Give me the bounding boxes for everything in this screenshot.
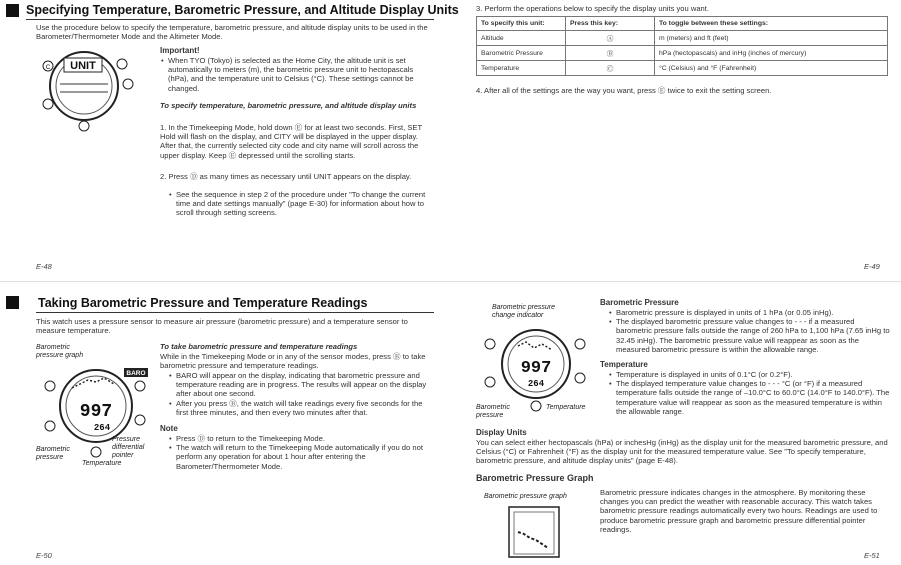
caption-baro-pressure: Barometric pressure [476, 404, 510, 419]
units-text: You can select either hectopascals (hPa) or inchesHg (inHg) as the display unit for the measured barometric pressure, and Celsius (°C) or Fahrenheit (°F) as the display unit for the measured temperature value. See "To specify temperature, barometric pressure, and altitude display units" (page E-48). [476, 438, 888, 466]
temp-bullets [608, 370, 890, 416]
caption-pressure-pointer: Pressure differential pointer [112, 436, 145, 459]
procedure-bullets [168, 371, 432, 417]
temp-heading: Temperature [600, 360, 648, 369]
step-1: 1. In the Timekeeping Mode, hold down Ⓔ for at least two seconds. First, SET Hold will flash on the display, and CITY will be displayed in the upper display. After that, the currently selected city code and city name will scroll across the upper display. Keep Ⓔ depressed until the scrolling starts. [160, 123, 422, 160]
caption-temperature: Temperature [546, 404, 586, 411]
caption-change-indicator: Barometric pressure change indicator [492, 304, 556, 319]
table-row [477, 46, 888, 61]
caption-baro-pressure: Barometric pressure [36, 446, 70, 461]
note-heading: Note [160, 424, 178, 433]
step-2: 2. Press Ⓓ as many times as necessary until UNIT appears on the display. [160, 172, 412, 181]
table-cell: °C (Celsius) and °F (Fahrenheit) [655, 61, 888, 76]
watch-unit-text: UNIT [70, 60, 96, 72]
step-3: 3. Perform the operations below to specify the display units you want. [476, 4, 709, 13]
procedure-heading: To specify temperature, barometric pressure, and altitude display units [160, 101, 417, 110]
baro-bullets [608, 308, 890, 354]
watch-temp-value: 264 [527, 379, 545, 389]
table-cell: Altitude [477, 31, 566, 46]
procedure-text: While in the Timekeeping Mode or in any of the sensor modes, press Ⓑ to take barometric pressure and temperature readings. [160, 352, 426, 371]
units-table [476, 16, 888, 76]
intro-text: This watch uses a pressure sensor to measure air pressure (barometric pressure) and a temperature sensor to measure temperature. [36, 317, 408, 336]
title-rule [26, 19, 434, 20]
table-row [477, 61, 888, 76]
caption-baro-graph: Barometric pressure graph [36, 344, 84, 359]
watch-unit-illustration [38, 44, 148, 132]
procedure-heading: To take barometric pressure and temperature readings [160, 342, 358, 351]
note-bullet: • Press Ⓓ to return to the Timekeeping Mode. [176, 434, 432, 443]
table-cell: Ⓒ [566, 61, 655, 76]
intro-text: Use the procedure below to specify the temperature, barometric pressure, and altitude display units to be used in the Barometer/Thermometer Mode and the Altimeter Mode. [36, 23, 428, 42]
page-number-e49: E-49 [864, 262, 880, 271]
watch-temp-value: 264 [93, 423, 111, 433]
note-bullets [168, 434, 432, 471]
watch-baro-label: BARO [126, 370, 146, 377]
table-cell: Ⓑ [566, 46, 655, 61]
important-heading: Important! [160, 46, 200, 55]
section-marker [6, 4, 19, 17]
section-title: Specifying Temperature, Barometric Pressure, and Altitude Display Units [26, 3, 459, 17]
units-heading: Display Units [476, 428, 527, 437]
temp-bullet: • Temperature is displayed in units of 0.1°C (or 0.2°F). [616, 370, 890, 379]
note-bullet: • The watch will return to the Timekeeping Mode automatically if you do not perform any operation for about 1 hour after entering the Barometer/Thermometer Mode. [176, 443, 432, 471]
procedure-bullet: • After you press Ⓑ, the watch will take readings every five seconds for the first three minutes, and then every two minutes after that. [176, 399, 432, 417]
watch-pressure-value: 997 [520, 359, 552, 378]
table-header-row [477, 17, 888, 31]
watch-indicator-illustration [476, 320, 596, 412]
baro-bullet: • The displayed barometric pressure value changes to - - - if a measured barometric pressure falls outside the range of 260 hPa to 1,100 hPa (7.65 inHg to 32.45 inHg). The barometric pressure value will reappear as soon as the measured barometric pressure is within the allowable range. [616, 317, 890, 354]
temp-bullet: • The displayed temperature value changes to - - - °C (or °F) if a measured temperature falls outside the range of –10.0°C to 60.0°C (14.0°F to 140.0°F). The temperature value will reappear as soon as the measured temperature is within the allowable range. [616, 379, 890, 416]
table-cell: Barometric Pressure [477, 46, 566, 61]
important-text [160, 56, 432, 93]
section-title: Taking Barometric Pressure and Temperature Readings [38, 296, 368, 310]
baro-heading: Barometric Pressure [600, 298, 679, 307]
page-number-e50: E-50 [36, 551, 52, 560]
pressure-graph-illustration [508, 506, 560, 558]
graph-heading: Barometric Pressure Graph [476, 473, 594, 483]
step-2-bullet: • See the sequence in step 2 of the procedure under "To change the current time and date settings manually" (page E-30) for information about how to scroll through setting screens. [176, 190, 430, 218]
table-cell: hPa (hectopascals) and inHg (inches of mercury) [655, 46, 888, 61]
step-2-note [168, 190, 430, 218]
section-marker [6, 296, 19, 309]
baro-bullet: • Barometric pressure is displayed in units of 1 hPa (or 0.05 inHg). [616, 308, 890, 317]
important-bullet: • When TYO (Tokyo) is selected as the Home City, the altitude unit is set automatically to meters (m), the barometric pressure unit to hectopascals (hPa), and the temperature unit to Celsius (°C). These settings cannot be changed. [168, 56, 432, 93]
table-row [477, 31, 888, 46]
svg-text:C: C [45, 65, 51, 71]
table-header: To toggle between these settings: [655, 17, 888, 31]
watch-pressure-value: 997 [79, 402, 113, 422]
page-number-e51: E-51 [864, 551, 880, 560]
caption-graph: Barometric pressure graph [484, 493, 567, 500]
graph-text: Barometric pressure indicates changes in the atmosphere. By monitoring these changes you can predict the weather with reasonable accuracy. This watch takes barometric pressure readings automatically every two hours. Readings are used to produce barometric pressure graph and barometric pressure differential pointer readings. [600, 488, 878, 534]
page-divider [0, 281, 901, 282]
page-number-e48: E-48 [36, 262, 52, 271]
step-4: 4. After all of the settings are the way you want, press Ⓔ twice to exit the setting screen. [476, 86, 772, 95]
table-cell: m (meters) and ft (feet) [655, 31, 888, 46]
procedure-bullet: • BARO will appear on the display, indicating that barometric pressure and temperature reading are in progress. The results will appear on the display after about one second. [176, 371, 432, 399]
caption-temperature: Temperature [82, 460, 122, 467]
table-cell: Temperature [477, 61, 566, 76]
table-header: To specify this unit: [477, 17, 566, 31]
table-cell: Ⓐ [566, 31, 655, 46]
title-rule [36, 312, 434, 313]
table-header: Press this key: [566, 17, 655, 31]
